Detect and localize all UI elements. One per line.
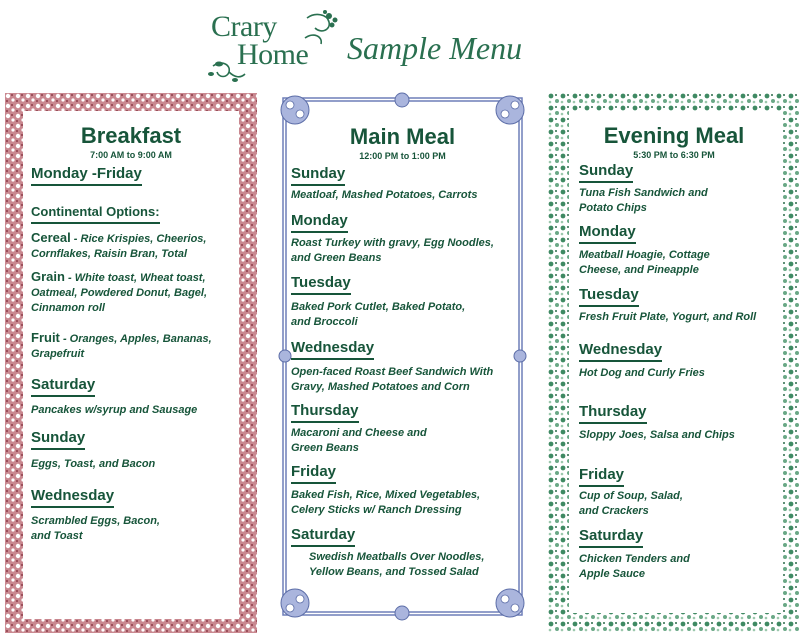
breakfast-title: Breakfast bbox=[80, 123, 182, 148]
evening-thursday-text: Sloppy Joes, Salsa and Chips bbox=[579, 429, 735, 441]
evening-meal-panel bbox=[548, 93, 800, 633]
main-friday-heading: Friday bbox=[291, 463, 336, 484]
main-thursday-heading: Thursday bbox=[291, 402, 359, 423]
breakfast-time: 7:00 AM to 9:00 AM bbox=[90, 150, 172, 160]
continental-options-heading: Continental Options: bbox=[31, 203, 160, 224]
evening-thursday-heading: Thursday bbox=[579, 403, 647, 424]
main-friday-line1: Baked Fish, Rice, Mixed Vegetables, bbox=[291, 489, 481, 501]
main-friday-line2: Celery Sticks w/ Ranch Dressing bbox=[291, 504, 462, 516]
main-meal-panel bbox=[275, 90, 530, 623]
breakfast-saturday-heading: Saturday bbox=[31, 376, 95, 397]
evening-meal-title: Evening Meal bbox=[603, 123, 745, 148]
logo-text-home: Home bbox=[237, 38, 309, 71]
main-monday-line2: and Green Beans bbox=[291, 252, 382, 264]
evening-monday-line2: Cheese, and Pineapple bbox=[579, 264, 699, 276]
main-saturday-text bbox=[309, 550, 484, 580]
cereal-line1: - Rice Krispies, Cheerios, bbox=[70, 233, 207, 245]
grain-option bbox=[31, 269, 207, 316]
evening-sunday-line1: Tuna Fish Sandwich and bbox=[579, 187, 708, 199]
breakfast-days-heading: Monday -Friday bbox=[31, 165, 142, 186]
evening-friday-heading: Friday bbox=[579, 466, 624, 487]
crary-home-logo bbox=[205, 8, 345, 86]
main-monday-heading: Monday bbox=[291, 212, 348, 233]
grain-line3: Cinnamon roll bbox=[31, 302, 105, 314]
evening-tuesday-text: Fresh Fruit Plate, Yogurt, and Roll bbox=[579, 311, 757, 323]
fruit-line2: Grapefruit bbox=[31, 348, 85, 360]
evening-saturday-text bbox=[579, 552, 690, 582]
main-wednesday-line1: Open-faced Roast Beef Sandwich With bbox=[291, 366, 494, 378]
evening-wednesday-heading: Wednesday bbox=[579, 341, 662, 362]
evening-tuesday-heading: Tuesday bbox=[579, 286, 639, 307]
breakfast-wednesday-heading: Wednesday bbox=[31, 487, 114, 508]
breakfast-wednesday-line2: and Toast bbox=[31, 530, 83, 542]
fruit-option bbox=[31, 330, 212, 362]
grain-line2: Oatmeal, Powdered Donut, Bagel, bbox=[31, 287, 208, 299]
evening-monday-text bbox=[579, 248, 710, 278]
main-thursday-text bbox=[291, 426, 427, 456]
evening-monday-line1: Meatball Hoagie, Cottage bbox=[579, 249, 710, 261]
main-friday-text bbox=[291, 488, 480, 518]
evening-saturday-line1: Chicken Tenders and bbox=[579, 553, 690, 565]
cereal-label: Cereal bbox=[31, 230, 71, 245]
main-meal-title: Main Meal bbox=[349, 124, 456, 149]
grain-line1: - White toast, Wheat toast, bbox=[64, 272, 206, 284]
main-wednesday-line2: Gravy, Mashed Potatoes and Corn bbox=[291, 381, 470, 393]
main-meal-time: 12:00 PM to 1:00 PM bbox=[359, 151, 446, 161]
fruit-label: Fruit bbox=[31, 330, 60, 345]
breakfast-wednesday-line1: Scrambled Eggs, Bacon, bbox=[31, 515, 160, 527]
main-tuesday-heading: Tuesday bbox=[291, 274, 351, 295]
cereal-line2: Cornflakes, Raisin Bran, Total bbox=[31, 248, 188, 260]
evening-monday-heading: Monday bbox=[579, 223, 636, 244]
evening-saturday-heading: Saturday bbox=[579, 527, 643, 548]
main-tuesday-text bbox=[291, 300, 465, 330]
grain-label: Grain bbox=[31, 269, 65, 284]
evening-friday-line1: Cup of Soup, Salad, bbox=[579, 490, 683, 502]
evening-friday-text bbox=[579, 489, 683, 519]
main-thursday-line2: Green Beans bbox=[291, 442, 359, 454]
evening-meal-time: 5:30 PM to 6:30 PM bbox=[633, 150, 715, 160]
main-sunday-heading: Sunday bbox=[291, 165, 345, 186]
main-thursday-line1: Macaroni and Cheese and bbox=[291, 427, 427, 439]
breakfast-wednesday-text bbox=[31, 514, 160, 544]
main-tuesday-line2: and Broccoli bbox=[291, 316, 358, 328]
fruit-line1: - Oranges, Apples, Bananas, bbox=[59, 333, 212, 345]
cereal-option bbox=[31, 230, 206, 262]
evening-saturday-line2: Apple Sauce bbox=[579, 568, 646, 580]
breakfast-sunday-heading: Sunday bbox=[31, 429, 85, 450]
main-wednesday-heading: Wednesday bbox=[291, 339, 374, 360]
main-saturday-heading: Saturday bbox=[291, 526, 355, 547]
breakfast-panel bbox=[5, 93, 257, 633]
main-tuesday-line1: Baked Pork Cutlet, Baked Potato, bbox=[291, 301, 466, 313]
evening-friday-line2: and Crackers bbox=[579, 505, 649, 517]
evening-sunday-line2: Potato Chips bbox=[579, 202, 647, 214]
logo-text-crary: Crary bbox=[211, 10, 277, 43]
page-title: Sample Menu bbox=[347, 30, 523, 66]
main-sunday-text: Meatloaf, Mashed Potatoes, Carrots bbox=[291, 189, 478, 201]
breakfast-saturday-text: Pancakes w/syrup and Sausage bbox=[31, 404, 198, 416]
evening-wednesday-text: Hot Dog and Curly Fries bbox=[579, 367, 705, 379]
evening-sunday-text bbox=[579, 186, 708, 216]
main-monday-text bbox=[291, 236, 494, 266]
breakfast-sunday-text: Eggs, Toast, and Bacon bbox=[31, 458, 156, 470]
main-saturday-line1: Swedish Meatballs Over Noodles, bbox=[309, 551, 485, 563]
main-saturday-line2: Yellow Beans, and Tossed Salad bbox=[309, 566, 479, 578]
main-monday-line1: Roast Turkey with gravy, Egg Noodles, bbox=[291, 237, 494, 249]
menu-header bbox=[205, 8, 605, 86]
evening-sunday-heading: Sunday bbox=[579, 162, 633, 183]
main-wednesday-text bbox=[291, 365, 493, 395]
